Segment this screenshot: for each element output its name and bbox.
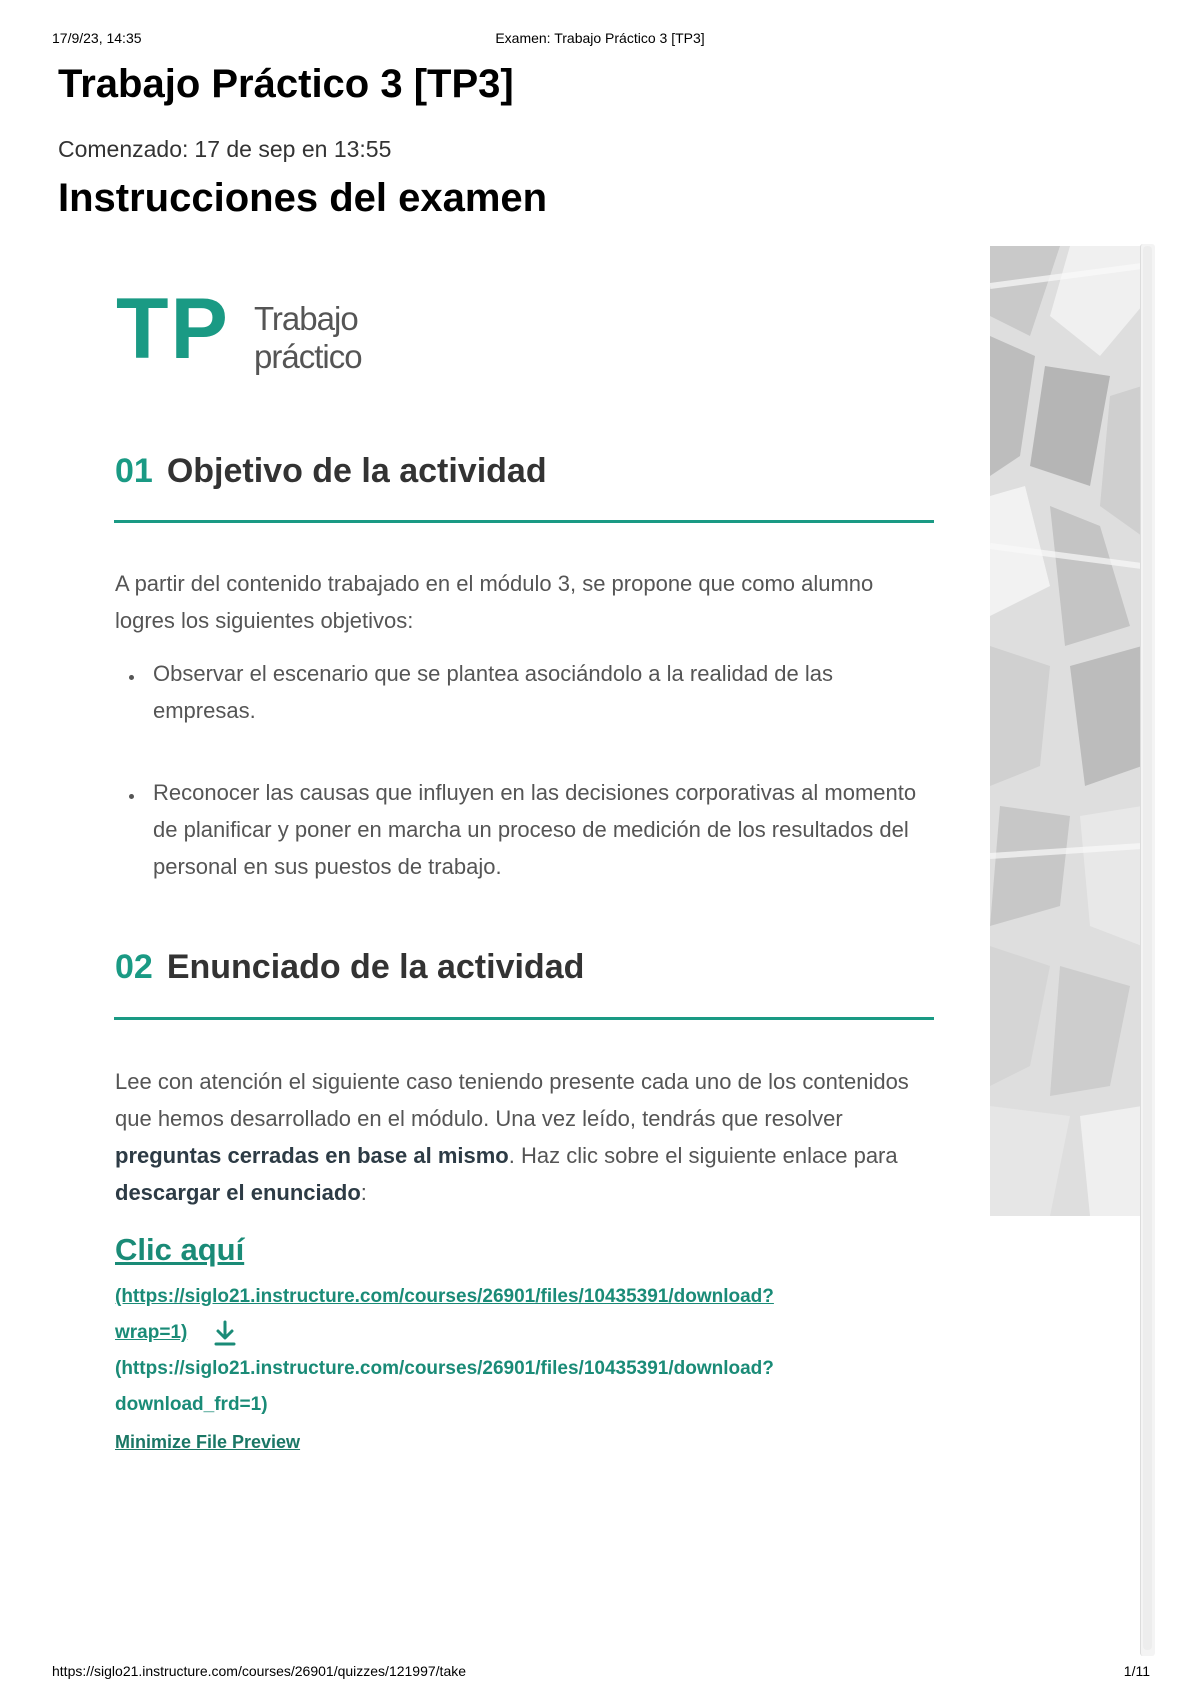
file-link-url-line2[interactable]: wrap=1)	[115, 1322, 188, 1343]
page-title: Trabajo Práctico 3 [TP3]	[58, 62, 514, 106]
section-objective-number: 01	[115, 452, 153, 490]
bullet-dot	[129, 675, 134, 680]
statement-text	[115, 1063, 915, 1211]
objective-bullet-1: Observar el escenario que se plantea asociándolo a la realidad de las empresas.	[153, 661, 833, 723]
statement-bold-download: descargar el enunciado	[115, 1180, 361, 1205]
tp-logo-word-line1: Trabajo	[254, 300, 358, 337]
preview-scrollbar[interactable]	[1140, 244, 1155, 1656]
section-objective-divider	[114, 520, 934, 523]
print-header	[0, 30, 1200, 50]
print-doc-title: Examen: Trabajo Práctico 3 [TP3]	[495, 30, 705, 46]
print-datetime: 17/9/23, 14:35	[52, 30, 142, 46]
started-info	[58, 136, 391, 163]
print-footer-page: 1/11	[1123, 1663, 1150, 1679]
download-link-url-line1[interactable]: (https://siglo21.instructure.com/courses/26901/files/10435391/download?	[115, 1358, 774, 1379]
instructions-heading: Instrucciones del examen	[58, 176, 548, 220]
section-statement-divider	[114, 1017, 934, 1020]
section-objective-title: Objetivo de la actividad	[166, 452, 547, 490]
tp-logo-letters: TP	[116, 281, 230, 377]
statement-text-part2: . Haz clic sobre el siguiente enlace para	[508, 1143, 898, 1168]
preview-scrollbar-thumb[interactable]	[1143, 246, 1152, 1650]
section-statement-number: 02	[115, 948, 153, 986]
architecture-pattern-graphic	[990, 246, 1142, 1216]
tp-logo-word-line2: práctico	[254, 338, 362, 375]
section-statement-heading	[115, 948, 584, 987]
file-link-url-line1[interactable]: (https://siglo21.instructure.com/courses/26901/files/10435391/download?	[115, 1286, 774, 1307]
bullet-dot	[129, 794, 134, 799]
objective-bullet-2: Reconocer las causas que influyen en las decisiones corporativas al momento de planificar y poner en marcha un proceso de medición de los resultados del personal en sus puestos de trabajo.	[153, 780, 917, 879]
statement-text-part3: :	[360, 1180, 367, 1205]
statement-text-part1: Lee con atención el siguiente caso teniendo presente cada uno de los contenidos que hemos desarrollado en el módulo. Una vez leído, tendrás que resolver	[115, 1069, 909, 1131]
section-statement-title: Enunciado de la actividad	[166, 948, 585, 986]
minimize-file-preview-link[interactable]: Minimize File Preview	[115, 1432, 301, 1452]
decorative-architecture-image	[990, 246, 1142, 1216]
download-icon[interactable]	[214, 1320, 236, 1346]
section-objective-heading	[115, 452, 547, 491]
print-footer-url: https://siglo21.instructure.com/courses/26901/quizzes/121997/take	[52, 1663, 467, 1679]
statement-bold-closed-questions: preguntas cerradas en base al mismo	[115, 1143, 509, 1168]
started-label: Comenzado:	[58, 136, 189, 162]
download-link-url-line2[interactable]: download_frd=1)	[115, 1394, 268, 1415]
tp-logo	[116, 281, 416, 386]
print-footer	[0, 1663, 1200, 1683]
clic-aqui-link[interactable]: Clic aquí	[115, 1232, 245, 1267]
objective-intro: A partir del contenido trabajado en el módulo 3, se propone que como alumno logres los siguientes objetivos:	[115, 571, 874, 633]
started-value: 17 de sep en 13:55	[194, 136, 392, 162]
